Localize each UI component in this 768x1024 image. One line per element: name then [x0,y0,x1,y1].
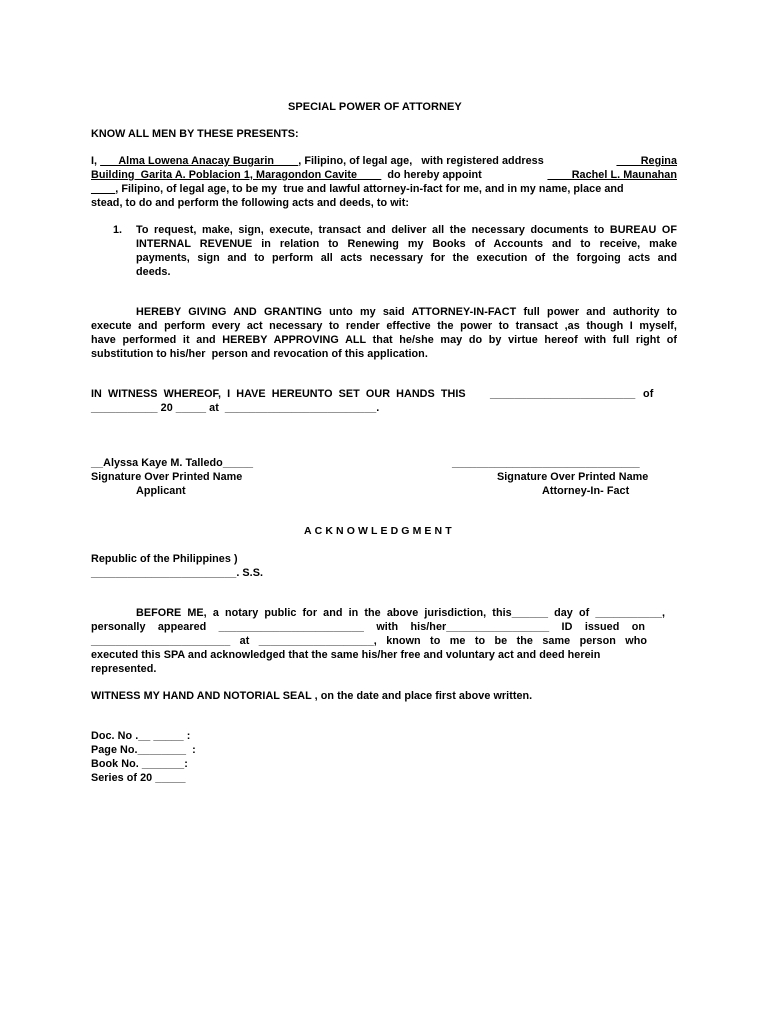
item-line: INTERNAL REVENUE in relation to Renewing my Books of Accounts and to receive, make [136,238,677,250]
address-end: Building Garita A. Poblacion 1, Maragondon Cavite____ [91,169,382,181]
witness-line-2: ___________ 20 _____ at _________________________. [91,402,380,414]
venue-line-1: Republic of the Philippines ) [91,553,238,565]
attorney-caption: Signature Over Printed Name [497,471,649,483]
opening-clause: KNOW ALL MEN BY THESE PRESENTS: [91,128,299,140]
intro-middle: , Filipino, of legal age, with registered address [298,155,550,167]
applicant-role: Applicant [136,485,186,497]
granting-line: have performed it and HEREBY APPROVING ALL that he/she may do by virtue hereof with full right of [91,334,677,346]
item-line: deeds. [136,266,171,278]
intro-line-3-text: , Filipino, of legal age, to be my true and lawful attorney-in-fact for me, and in my name, place and [115,183,624,195]
attorney-name: ____Rachel L. Maunahan [547,169,677,181]
book-number: Book No. _______: [91,758,188,770]
item-number: 1. [113,224,123,236]
item-line: payments, sign and to perform all acts necessary for the execution of the forgoing acts and [136,252,677,264]
granting-line: substitution to his/her person and revocation of this application. [91,348,428,360]
intro-line-3 [91,183,624,197]
witness-of: of [640,388,654,400]
series-number: Series of 20 _____ [91,772,186,784]
granting-line: HEREBY GIVING AND GRANTING unto my said ATTORNEY-IN-FACT full power and authority to [136,306,677,318]
item-line: To request, make, sign, execute, transact and deliver all the necessary documents to BUREAU OF [136,224,677,236]
venue-line-2: ________________________. S.S. [91,567,264,579]
principal-name: ___Alma Lowena Anacay Bugarin____ [100,155,299,167]
page-number: Page No.________ : [91,744,196,756]
attorney-name-tail: ____ [91,183,116,195]
intro-line-2 [91,169,677,183]
before-me-line: personally appeared ________________________ with his/her_________________ ID issued on [91,621,645,633]
acknowledgment-heading: ACKNOWLEDGMENT [304,525,455,537]
applicant-caption: Signature Over Printed Name [91,471,243,483]
witness-line-1: IN WITNESS WHEREOF, I HAVE HEREUNTO SET OUR HANDS THIS [91,388,466,400]
notarial-seal-clause: WITNESS MY HAND AND NOTORIAL SEAL , on the date and place first above written. [91,690,533,702]
witness-date-blank: ________________________ [490,388,636,400]
document-title: SPECIAL POWER OF ATTORNEY [288,101,462,113]
address-start: ____Regina [616,155,677,167]
appoint-clause: do hereby appoint [381,169,488,181]
intro-line-1 [91,155,677,169]
doc-number: Doc. No .__ _____ : [91,730,191,742]
attorney-role: Attorney-In- Fact [542,485,630,497]
before-me-line: represented. [91,663,157,675]
intro-prefix: I, [91,155,101,167]
applicant-name: __Alyssa Kaye M. Talledo_____ [91,457,254,469]
intro-line-4: stead, to do and perform the following acts and deeds, to wit: [91,197,410,209]
before-me-line: executed this SPA and acknowledged that the same his/her free and voluntary act and deed herein [91,649,601,661]
before-me-line: BEFORE ME, a notary public for and in the above jurisdiction, this______ day of ___________, [136,607,665,619]
granting-line: execute and perform every act necessary to render effective the power to transact ,as though I myself, [91,320,677,332]
before-me-line: _______________________ at ___________________, known to me to be the same person who [91,635,647,647]
attorney-signature-line: _______________________________ [452,457,640,469]
